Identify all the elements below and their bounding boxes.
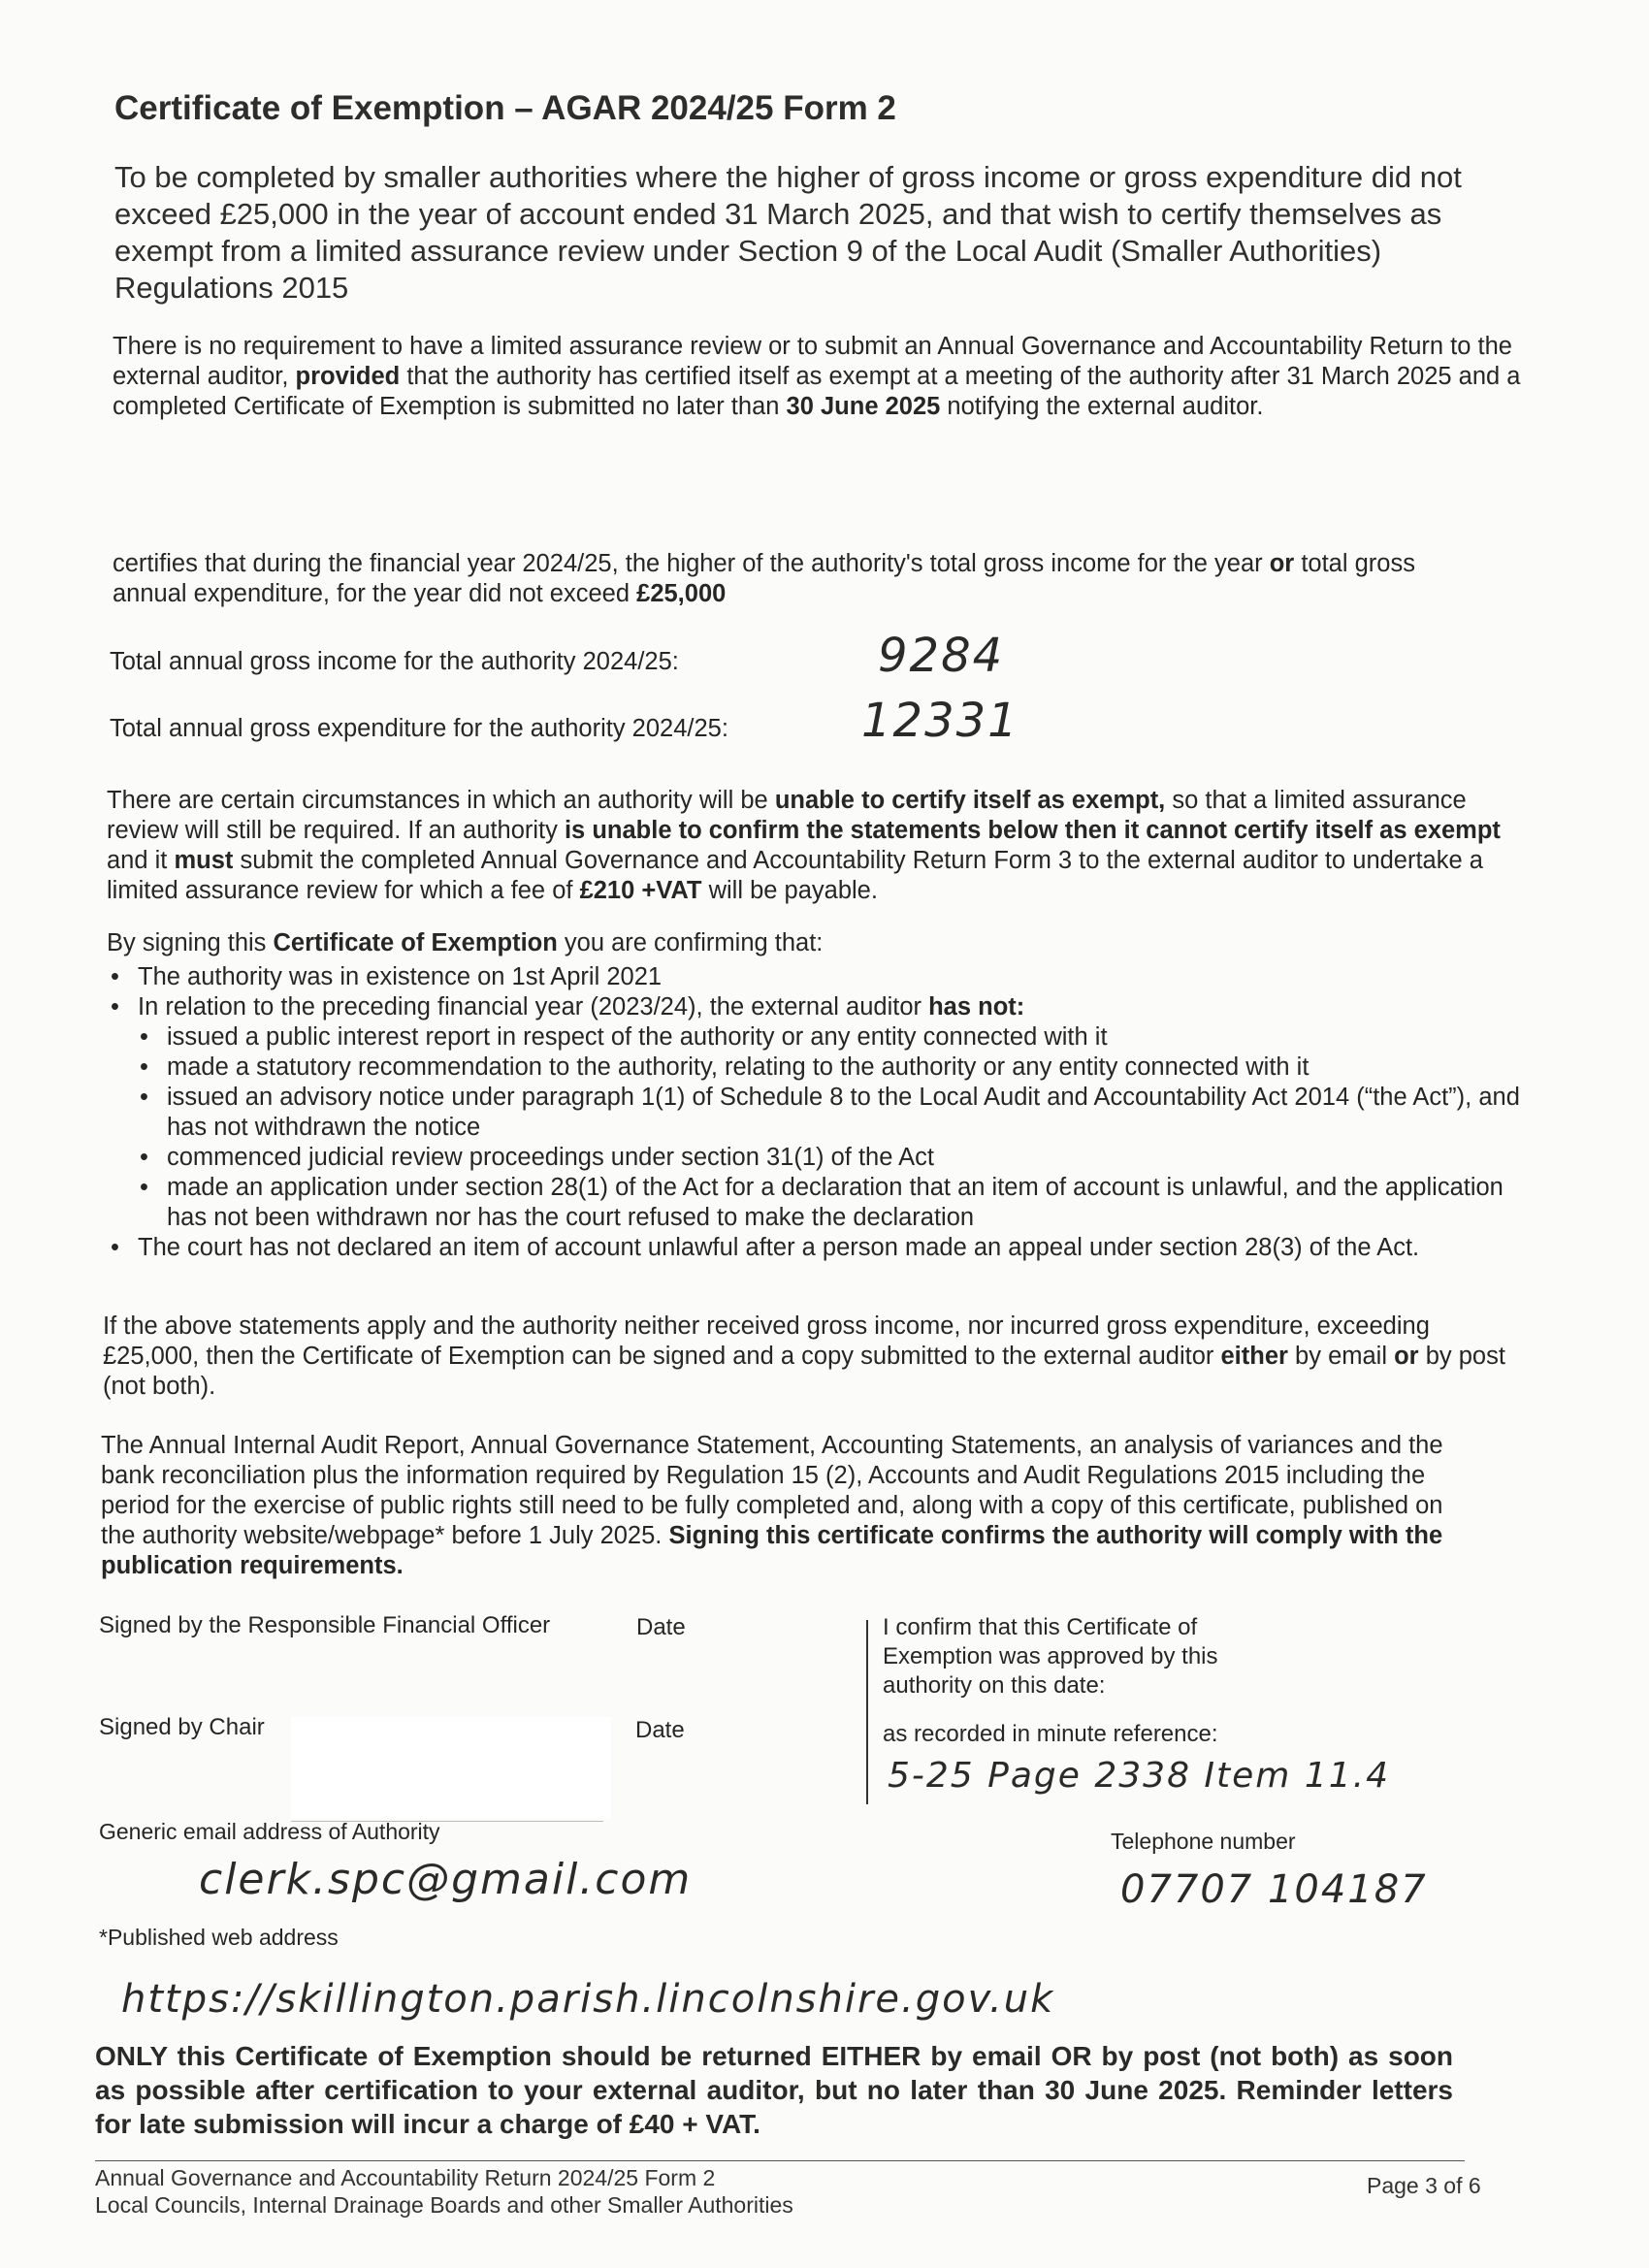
expenditure-label: Total annual gross expenditure for the authority 2024/25: [110, 715, 728, 742]
column-divider [866, 1620, 868, 1804]
confirmation-list [109, 962, 1525, 1263]
web-address-label: *Published web address [99, 1925, 339, 1950]
annual-paragraph: The Annual Internal Audit Report, Annual Governance Statement, Accounting Statements, an analysis of variances and the bank reconciliation plus the information required by Regulation 15 (2), Accounts and Audit Regulations 2015 including the period for the exercise of public rights still need to be fully completed and, along with a copy of this certificate, published on the authority website/webpage* before 1 July 2025. Signing this certificate confirms the authority will comply with the publication requirements. [101, 1432, 1443, 1579]
expenditure-value: 12331 [861, 694, 1019, 748]
minute-reference-value: 5-25 Page 2338 Item 11.4 [888, 1756, 1390, 1796]
circumstances-paragraph: There are certain circumstances in which an authority will be unable to certify itself as exempt, so that a limited assurance review will still be required. If an authority is unable to confirm the statements below then it cannot certify itself as exempt and it must submit the completed Annual Governance and Accountability Return Form 3 to the external auditor to undertake a limited assurance review for which a fee of £210 +VAT will be payable. [107, 787, 1501, 904]
list-item: • made a statutory recommendation to the authority, relating to the authority or any entity connected with it [109, 1053, 1525, 1083]
rfo-signature-label: Signed by the Responsible Financial Officer [99, 1612, 551, 1638]
minute-reference-label: as recorded in minute reference: [883, 1721, 1218, 1747]
chair-signature-label: Signed by Chair [99, 1714, 265, 1740]
list-item: • In relation to the preceding financial year (2023/24), the external auditor has not: [109, 992, 1525, 1022]
final-notice: ONLY this Certificate of Exemption should be returned EITHER by email OR by post (not both) as soon as possible after certification to your external auditor, but no later than 30 June 2025. Reminder letters for late submission will incur a charge of £40 + VAT. [95, 2041, 1453, 2139]
list-item: • The authority was in existence on 1st April 2021 [109, 962, 1525, 992]
rfo-date-label: Date [636, 1614, 686, 1640]
footer-line-1: Annual Governance and Accountability Return 2024/25 Form 2 [95, 2165, 716, 2190]
redacted-signature [291, 1717, 611, 1819]
subtitle: To be completed by smaller authorities where the higher of gross income or gross expenditure did not exceed £25,000 in the year of account ended 31 March 2025, and that wish to certify themselves as exempt from a limited assurance review under Section 9 of the Local Audit (Smaller Authorities) Regulations 2015 [114, 160, 1462, 305]
email-value: clerk.spc@gmail.com [199, 1855, 693, 1904]
page-title: Certificate of Exemption – AGAR 2024/25 Form 2 [114, 89, 896, 127]
list-item: • commenced judicial review proceedings under section 31(1) of the Act [109, 1143, 1525, 1173]
footer-divider [95, 2160, 1465, 2161]
income-value: 9284 [878, 629, 1005, 683]
certifies-paragraph: certifies that during the financial year 2024/25, the higher of the authority's total gross income for the year or total gross annual expenditure, for the year did not exceed £25,000 [113, 550, 1415, 607]
telephone-value: 07707 104187 [1120, 1867, 1428, 1912]
chair-date-label: Date [635, 1717, 685, 1743]
intro-paragraph: There is no requirement to have a limited assurance review or to submit an Annual Governance and Accountability Return to the external auditor, provided that the authority has certified itself as exempt at a meeting of the authority after 31 March 2025 and a completed Certificate of Exemption is submitted no later than 30 June 2025 notifying the external auditor. [113, 333, 1521, 420]
list-item: • issued an advisory notice under paragraph 1(1) of Schedule 8 to the Local Audit and Accountability Act 2014 (“the Act”), and has not withdrawn the notice [109, 1083, 1525, 1143]
footer-line-2: Local Councils, Internal Drainage Boards and other Smaller Authorities [95, 2192, 793, 2218]
web-address-value: https://skillington.parish.lincolnshire.gov.uk [121, 1977, 1055, 2022]
email-label: Generic email address of Authority [99, 1819, 440, 1844]
income-label: Total annual gross income for the authority 2024/25: [110, 648, 679, 675]
list-item: • made an application under section 28(1) of the Act for a declaration that an item of account is unlawful, and the application has not been withdrawn nor has the court refused to make the declaration [109, 1173, 1525, 1233]
page-number: Page 3 of 6 [1367, 2173, 1481, 2198]
approval-statement: I confirm that this Certificate of Exemption was approved by this authority on this date: [883, 1614, 1218, 1699]
signing-intro: By signing this Certificate of Exemption you are confirming that: [107, 929, 824, 956]
list-item: • issued a public interest report in respect of the authority or any entity connected with it [109, 1022, 1525, 1053]
list-item: • The court has not declared an item of account unlawful after a person made an appeal under section 28(3) of the Act. [109, 1233, 1525, 1263]
if-apply-paragraph: If the above statements apply and the authority neither received gross income, nor incurred gross expenditure, exceeding £25,000, then the Certificate of Exemption can be signed and a copy submitted to the external auditor either by email or by post (not both). [103, 1312, 1505, 1400]
telephone-label: Telephone number [1111, 1829, 1296, 1854]
